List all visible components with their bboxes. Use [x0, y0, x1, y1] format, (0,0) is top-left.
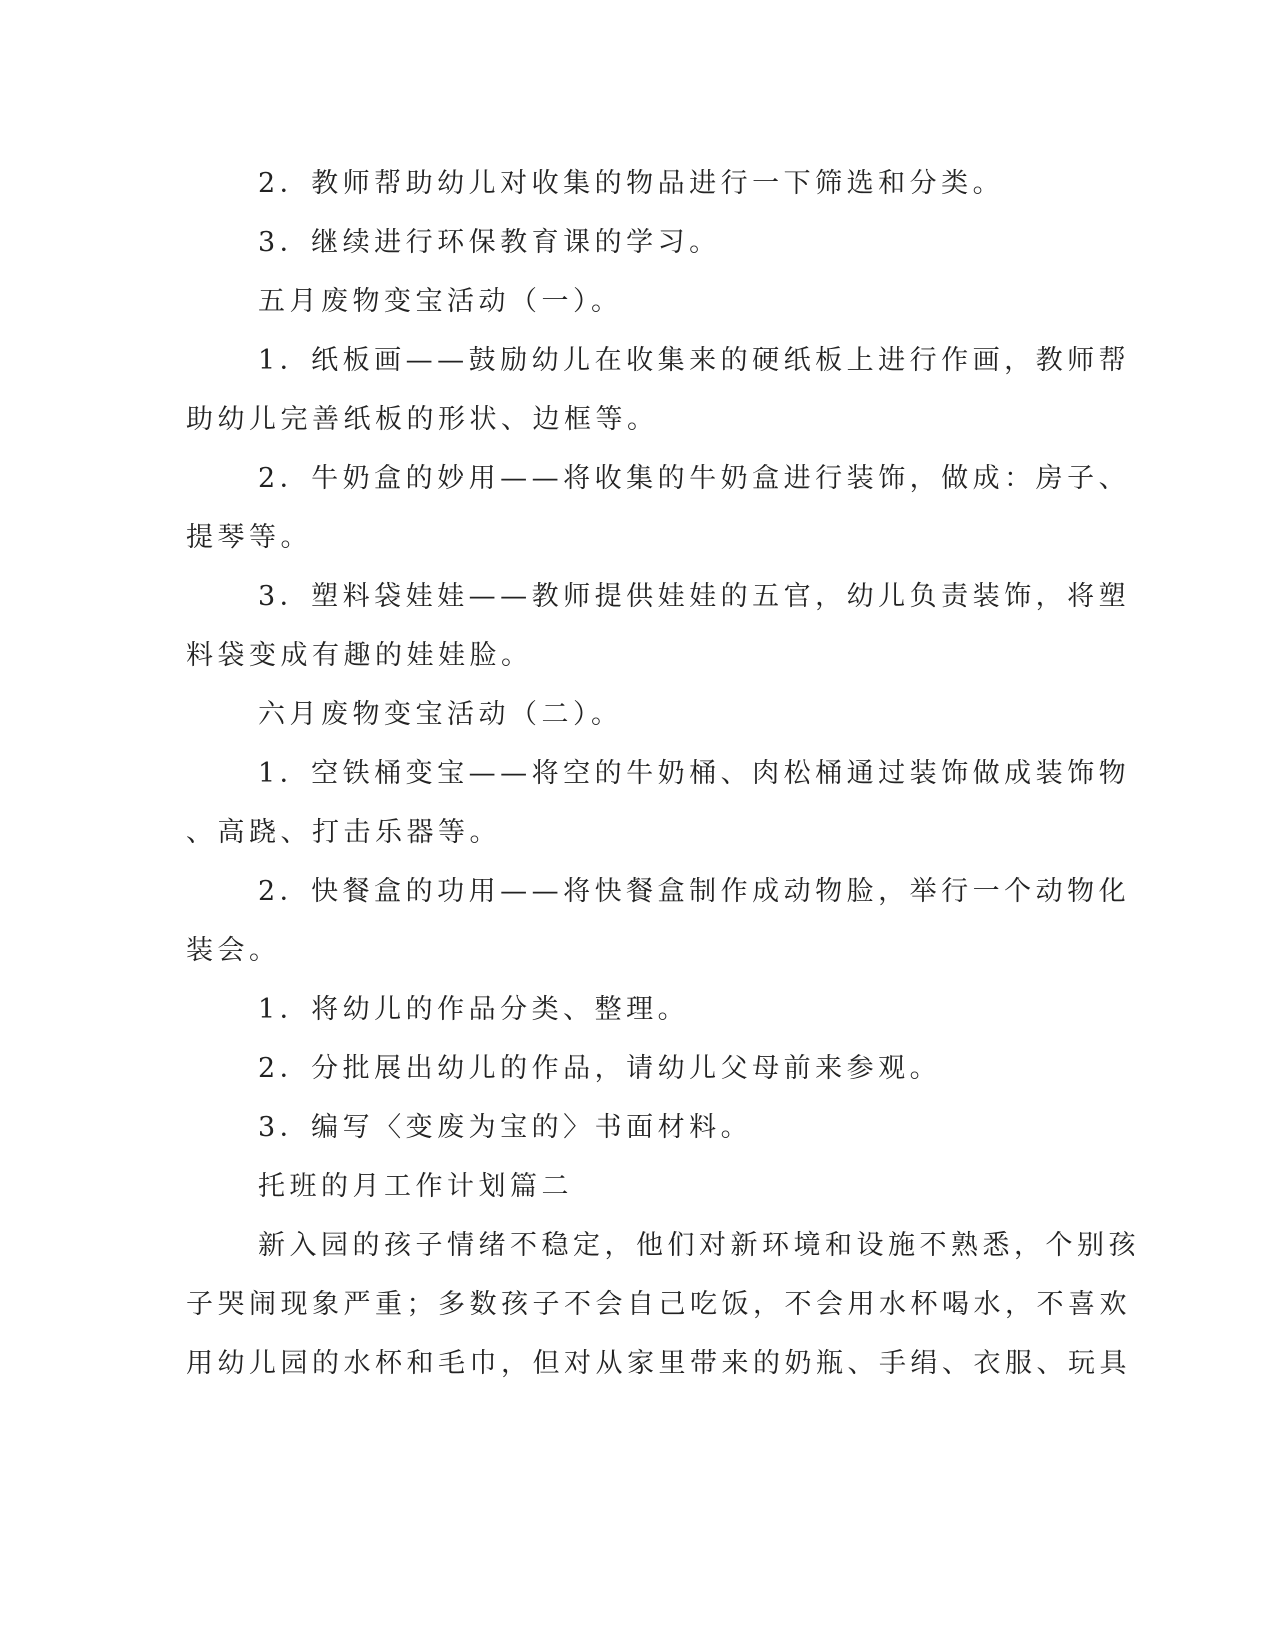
section-heading: 六月废物变宝活动（二）。 [258, 699, 623, 730]
list-item: 2．快餐盒的功用——将快餐盒制作成动物脸，举行一个动物化 [258, 876, 1131, 907]
list-item: 1．空铁桶变宝——将空的牛奶桶、肉松桶通过装饰做成装饰物 [258, 758, 1131, 789]
list-item: 3．塑料袋娃娃——教师提供娃娃的五官，幼儿负责装饰，将塑 [258, 581, 1131, 612]
paragraph-line: 用幼儿园的水杯和毛巾，但对从家里带来的奶瓶、手绢、衣服、玩具 [186, 1348, 1131, 1379]
list-item-continuation: 助幼儿完善纸板的形状、边框等。 [186, 404, 659, 435]
list-item-continuation: 装会。 [186, 935, 281, 966]
list-item: 3．继续进行环保教育课的学习。 [258, 227, 721, 258]
list-item: 1．纸板画——鼓励幼儿在收集来的硬纸板上进行作画，教师帮 [258, 345, 1131, 376]
paragraph-line: 新入园的孩子情绪不稳定，他们对新环境和设施不熟悉，个别孩 [258, 1230, 1140, 1261]
list-item: 1．将幼儿的作品分类、整理。 [258, 994, 690, 1025]
section-title: 托班的月工作计划篇二 [258, 1171, 573, 1202]
list-item-continuation: 提琴等。 [186, 522, 312, 553]
list-item: 3．编写〈变废为宝的〉书面材料。 [258, 1112, 753, 1143]
list-item-continuation: 、高跷、打击乐器等。 [186, 817, 501, 848]
list-item-continuation: 料袋变成有趣的娃娃脸。 [186, 640, 533, 671]
section-heading: 五月废物变宝活动（一）。 [258, 286, 623, 317]
list-item: 2．牛奶盒的妙用——将收集的牛奶盒进行装饰，做成：房子、 [258, 463, 1131, 494]
list-item: 2．分批展出幼儿的作品，请幼儿父母前来参观。 [258, 1053, 942, 1084]
paragraph-line: 子哭闹现象严重；多数孩子不会自己吃饭，不会用水杯喝水，不喜欢 [186, 1289, 1131, 1320]
list-item: 2．教师帮助幼儿对收集的物品进行一下筛选和分类。 [258, 168, 1005, 199]
